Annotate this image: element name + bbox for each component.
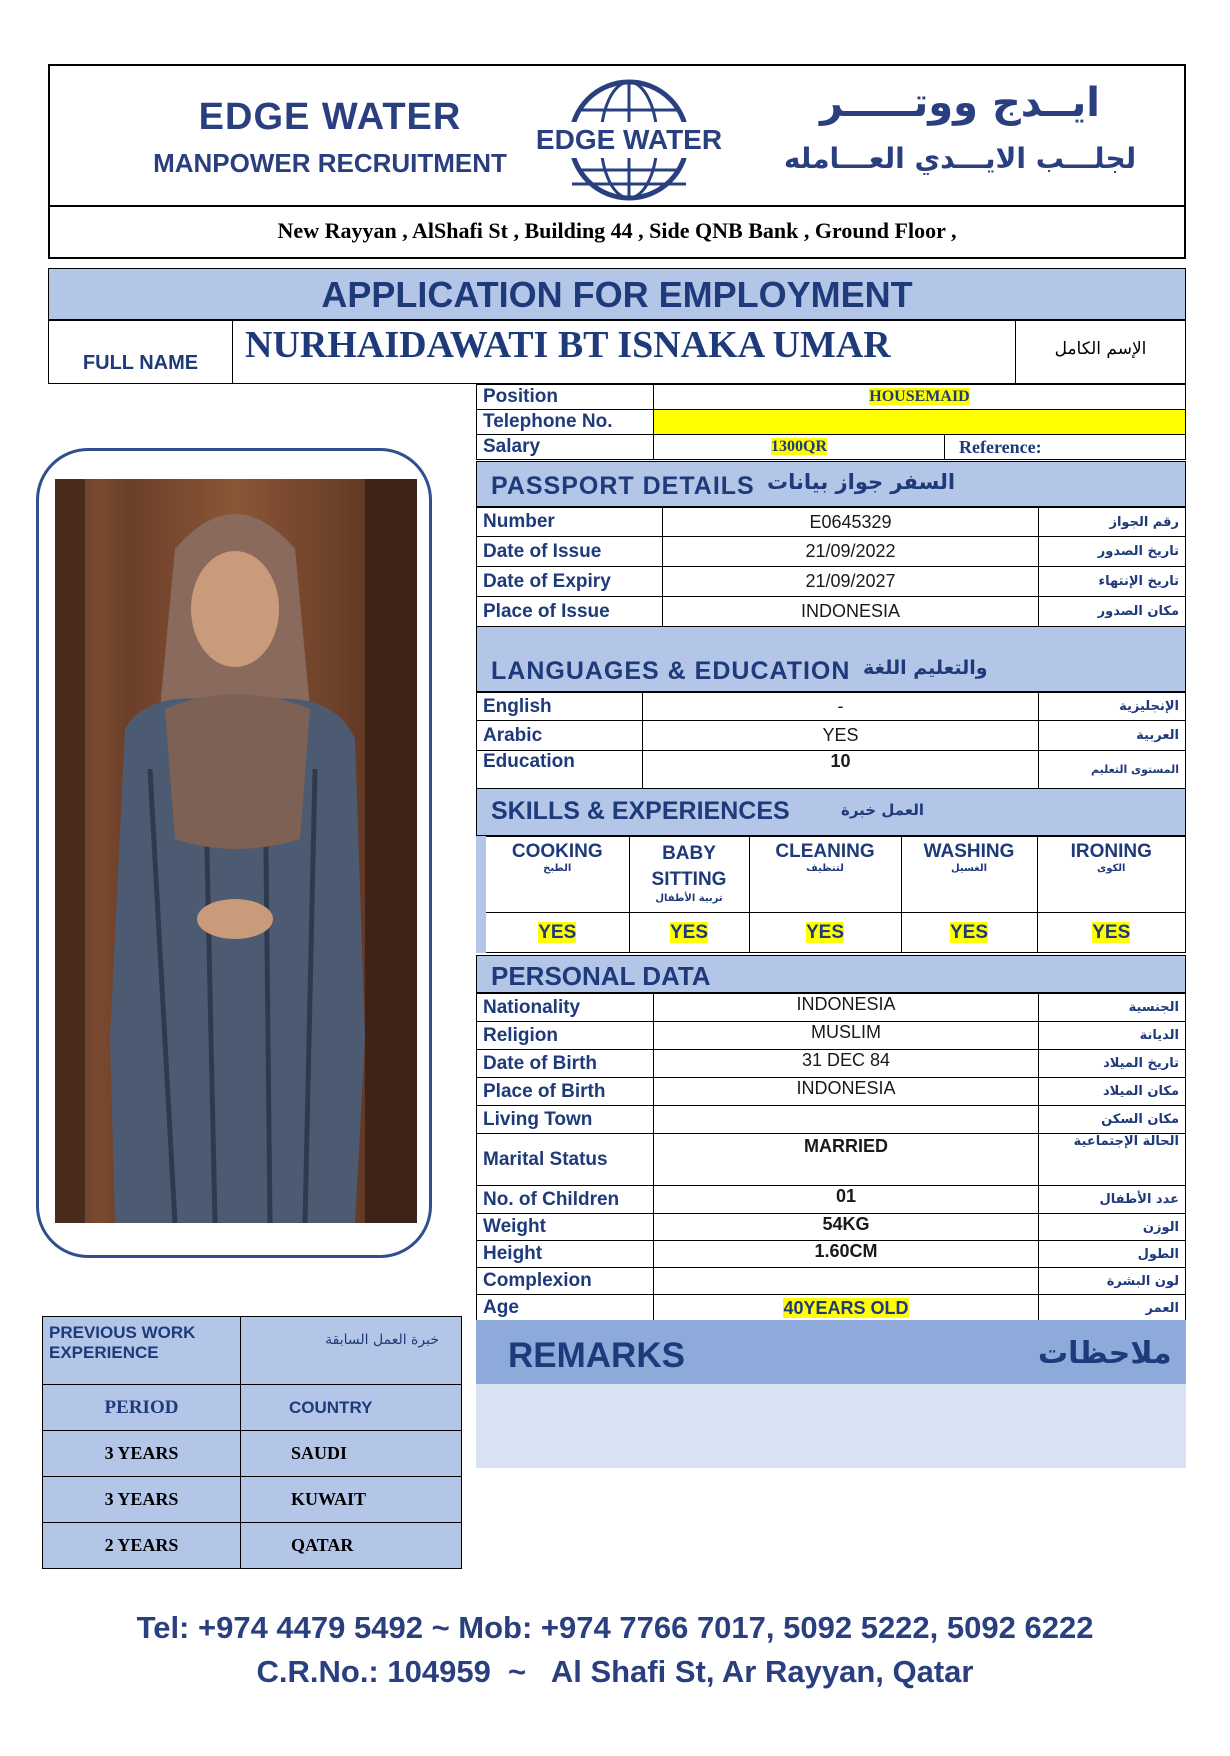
language-label: Arabic xyxy=(477,721,643,751)
passport-label-ar: تاريخ الإنتهاء xyxy=(1039,567,1186,597)
salary-label: Salary xyxy=(477,435,654,460)
experience-country: KUWAIT xyxy=(241,1477,462,1523)
personal-label-ar: لون البشرة xyxy=(1039,1268,1186,1295)
passport-label: Date of Expiry xyxy=(477,567,663,597)
company-name-en: EDGE WATER xyxy=(198,96,462,138)
skill-washing: WASHING الغسيل xyxy=(901,837,1037,913)
remarks-heading xyxy=(476,1320,1186,1384)
table-row xyxy=(43,1431,462,1477)
personal-value: 31 DEC 84 xyxy=(654,1050,1039,1078)
telephone-value xyxy=(654,410,1186,435)
personal-value: MUSLIM xyxy=(654,1022,1039,1050)
language-label-ar: العربية xyxy=(1039,721,1186,751)
personal-label: Religion xyxy=(477,1022,654,1050)
table-row xyxy=(477,1134,1186,1186)
age-value: 40YEARS OLD xyxy=(654,1295,1039,1322)
skill-value: YES xyxy=(749,913,901,953)
passport-value: 21/09/2022 xyxy=(663,537,1039,567)
personal-value: 54KG xyxy=(654,1214,1039,1241)
personal-label-ar: الوزن xyxy=(1039,1214,1186,1241)
passport-heading xyxy=(476,461,1186,507)
experience-heading-row xyxy=(43,1317,462,1385)
position-value: HOUSEMAID xyxy=(654,385,1186,410)
education-label: Education xyxy=(477,751,643,789)
personal-label-ar: تاريخ الميلاد xyxy=(1039,1050,1186,1078)
company-address: New Rayyan , AlShafi St , Building 44 , Side QNB Bank , Ground Floor , xyxy=(48,207,1186,259)
language-value: YES xyxy=(643,721,1039,751)
table-row xyxy=(477,751,1186,789)
personal-label: Nationality xyxy=(477,994,654,1022)
experience-country: QATAR xyxy=(241,1523,462,1569)
period-column-header: PERIOD xyxy=(43,1385,241,1431)
skill-cooking: COOKING الطبخ xyxy=(481,837,629,913)
country-column-header: COUNTRY xyxy=(241,1385,462,1431)
photo-frame xyxy=(36,448,432,1258)
personal-heading xyxy=(476,955,1186,993)
skill-value: YES xyxy=(481,913,629,953)
passport-label: Date of Issue xyxy=(477,537,663,567)
personal-value: INDONESIA xyxy=(654,1078,1039,1106)
experience-heading-ar: خبرة العمل السابقة xyxy=(241,1317,462,1385)
remarks-heading-en: REMARKS xyxy=(508,1336,685,1375)
table-row xyxy=(477,537,1186,567)
table-row xyxy=(477,567,1186,597)
table-row xyxy=(477,1268,1186,1295)
company-name-ar: ايــدج ووتـــــر xyxy=(820,80,1100,126)
company-logo xyxy=(534,74,724,204)
languages-heading-en: LANGUAGES & EDUCATION xyxy=(491,657,851,685)
full-name-value: NURHAIDAWATI BT ISNAKA UMAR xyxy=(245,324,891,366)
personal-value xyxy=(654,1268,1039,1295)
passport-table xyxy=(476,507,1186,627)
personal-label-ar: الديانة xyxy=(1039,1022,1186,1050)
personal-label: No. of Children xyxy=(477,1186,654,1214)
languages-heading xyxy=(476,626,1186,692)
table-row xyxy=(477,508,1186,537)
letterhead xyxy=(48,64,1186,207)
logo-text: EDGE WATER xyxy=(535,124,723,155)
personal-table xyxy=(476,993,1186,1322)
personal-label-ar: الجنسية xyxy=(1039,994,1186,1022)
experience-column-row xyxy=(43,1385,462,1431)
education-label-ar: المستوى التعليم xyxy=(1039,751,1186,789)
remarks-body xyxy=(476,1384,1186,1468)
skills-heading-en: SKILLS & EXPERIENCES xyxy=(491,797,790,825)
education-value: 10 xyxy=(643,751,1039,789)
experience-period: 3 YEARS xyxy=(43,1477,241,1523)
personal-label-ar: الحالة الإجتماعية xyxy=(1039,1134,1186,1186)
personal-label: Weight xyxy=(477,1214,654,1241)
table-row xyxy=(477,1106,1186,1134)
full-name-label: FULL NAME xyxy=(49,321,233,383)
language-label-ar: الإنجليزية xyxy=(1039,693,1186,721)
passport-label-ar: رقم الجواز xyxy=(1039,508,1186,537)
personal-value xyxy=(654,1106,1039,1134)
skill-cleaning: CLEANING لتنظيف xyxy=(749,837,901,913)
personal-label: Height xyxy=(477,1241,654,1268)
job-info-table xyxy=(476,384,1186,460)
language-label: English xyxy=(477,693,643,721)
table-row xyxy=(477,1078,1186,1106)
personal-label-ar: العمر xyxy=(1039,1295,1186,1322)
table-row xyxy=(477,1050,1186,1078)
personal-label-ar: الطول xyxy=(1039,1241,1186,1268)
table-row xyxy=(477,1241,1186,1268)
position-label: Position xyxy=(477,385,654,410)
passport-value: E0645329 xyxy=(663,508,1039,537)
personal-value: INDONESIA xyxy=(654,994,1039,1022)
form-title: APPLICATION FOR EMPLOYMENT xyxy=(48,268,1186,320)
skills-heading-ar: العمل خبرة xyxy=(841,801,925,819)
experience-heading: PREVIOUS WORK EXPERIENCE xyxy=(43,1317,241,1385)
personal-label-ar: مكان السكن xyxy=(1039,1106,1186,1134)
skill-ironing: IRONING الكوى xyxy=(1037,837,1186,913)
skill-value: YES xyxy=(901,913,1037,953)
languages-table xyxy=(476,692,1186,789)
passport-label: Number xyxy=(477,508,663,537)
company-subtitle-en: MANPOWER RECRUITMENT xyxy=(153,148,507,178)
experience-period: 2 YEARS xyxy=(43,1523,241,1569)
experience-table xyxy=(42,1316,462,1569)
personal-label-ar: عدد الأطفال xyxy=(1039,1186,1186,1214)
skill-value: YES xyxy=(1037,913,1186,953)
languages-heading-ar: والتعليم اللغة xyxy=(863,657,988,679)
company-subtitle-ar: لجلـــب الايـــدي العـــامله xyxy=(783,142,1137,175)
passport-label-ar: مكان الصدور xyxy=(1039,597,1186,627)
personal-label: Date of Birth xyxy=(477,1050,654,1078)
personal-label: Age xyxy=(477,1295,654,1322)
table-row xyxy=(477,693,1186,721)
skill-value: YES xyxy=(629,913,749,953)
table-row xyxy=(477,1186,1186,1214)
full-name-row xyxy=(48,320,1186,384)
personal-label: Marital Status xyxy=(477,1134,654,1186)
table-row xyxy=(477,1295,1186,1322)
reference-label: Reference: xyxy=(945,435,1186,460)
skills-table xyxy=(476,836,1186,953)
table-row xyxy=(43,1523,462,1569)
person-figure-icon xyxy=(55,479,417,1223)
remarks-heading-ar: ملاحظات xyxy=(1038,1336,1172,1371)
table-row xyxy=(477,597,1186,627)
table-row xyxy=(477,994,1186,1022)
passport-label-ar: تاريخ الصدور xyxy=(1039,537,1186,567)
passport-label: Place of Issue xyxy=(477,597,663,627)
personal-label: Complexion xyxy=(477,1268,654,1295)
experience-country: SAUDI xyxy=(241,1431,462,1477)
personal-value: 1.60CM xyxy=(654,1241,1039,1268)
language-value: - xyxy=(643,693,1039,721)
footer-address: C.R.No.: 104959 ~ Al Shafi St, Ar Rayyan, Qatar xyxy=(256,1654,974,1689)
skills-name-row xyxy=(481,837,1186,913)
footer-contact: Tel: +974 4479 5492 ~ Mob: +974 7766 7017, 5092 5222, 5092 6222 xyxy=(136,1610,1094,1645)
skill-baby-sitting: BABY SITTING تربية الأطفال xyxy=(629,837,749,913)
passport-value: 21/09/2027 xyxy=(663,567,1039,597)
passport-heading-ar: السفر جواز بيانات xyxy=(767,470,956,494)
experience-period: 3 YEARS xyxy=(43,1431,241,1477)
passport-heading-en: PASSPORT DETAILS xyxy=(491,472,755,500)
table-row xyxy=(477,721,1186,751)
personal-label: Place of Birth xyxy=(477,1078,654,1106)
telephone-label: Telephone No. xyxy=(477,410,654,435)
personal-label: Living Town xyxy=(477,1106,654,1134)
table-row xyxy=(477,1022,1186,1050)
applicant-photo xyxy=(55,479,417,1223)
personal-value: MARRIED xyxy=(654,1134,1039,1186)
personal-label-ar: مكان الميلاد xyxy=(1039,1078,1186,1106)
personal-value: 01 xyxy=(654,1186,1039,1214)
experience-section xyxy=(42,1316,462,1568)
table-row xyxy=(477,1214,1186,1241)
skills-value-row xyxy=(481,913,1186,953)
full-name-ar: الإسم الكامل xyxy=(1015,321,1185,383)
personal-heading-en: PERSONAL DATA xyxy=(491,961,711,991)
skills-heading xyxy=(476,788,1186,836)
table-row xyxy=(43,1477,462,1523)
salary-value: 1300QR xyxy=(654,435,945,460)
passport-value: INDONESIA xyxy=(663,597,1039,627)
